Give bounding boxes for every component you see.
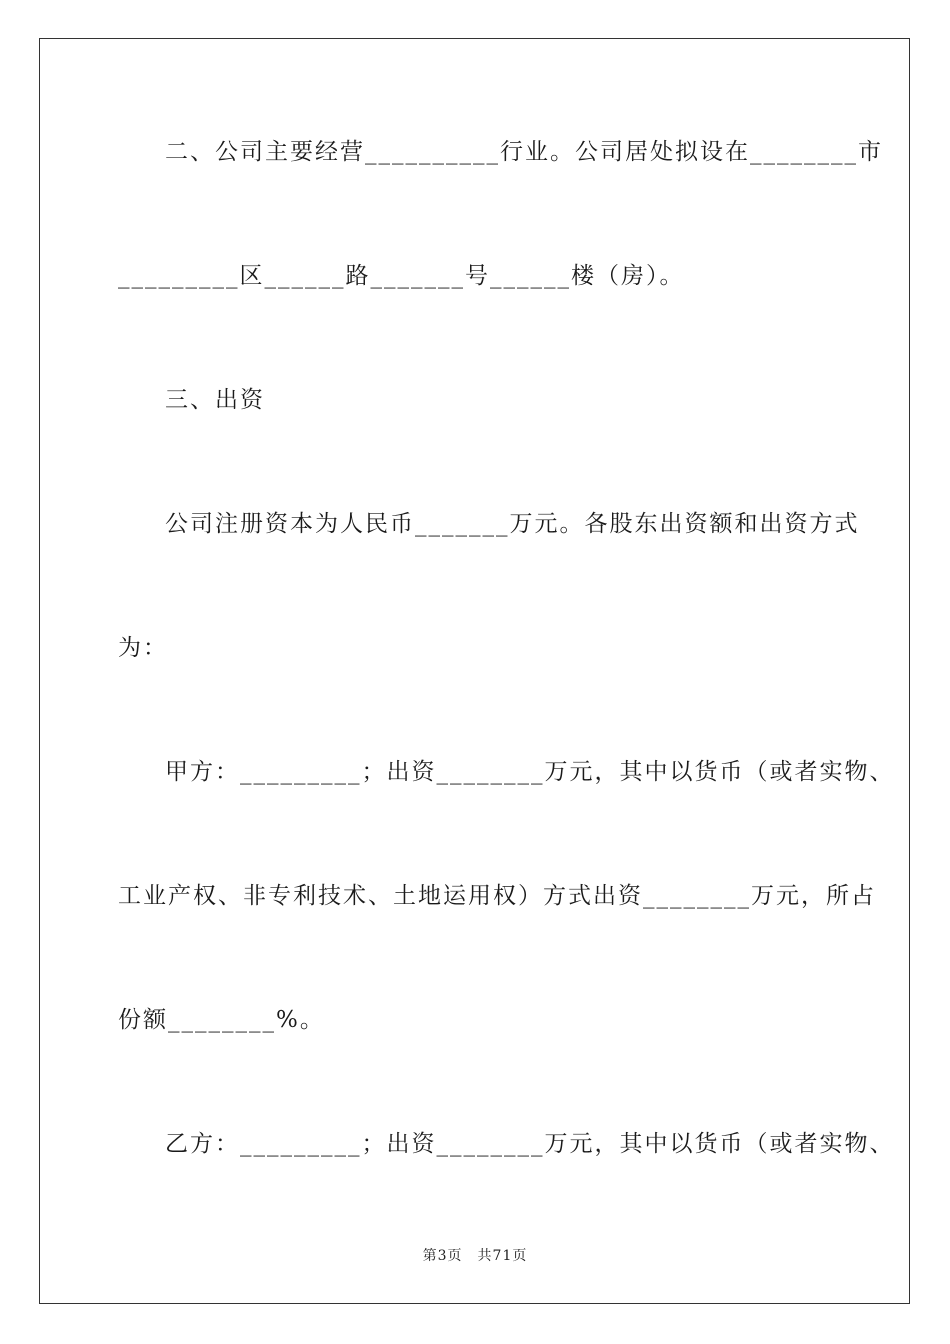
paragraph-party-b: 乙方：_________；出资________万元，其中以货币（或者实物、 [165, 1131, 895, 1157]
paragraph-party-a-cont: 工业产权、非专利技术、土地运用权）方式出资________万元，所占 [118, 883, 876, 909]
page-border [39, 38, 910, 1304]
paragraph-party-a-share: 份额________%。 [118, 1007, 325, 1033]
page-number-footer: 第3页 共71页 [422, 1248, 528, 1264]
paragraph-address: _________区______路_______号______楼（房）。 [118, 263, 685, 289]
paragraph-registered-capital-cont: 为： [118, 635, 168, 661]
paragraph-business-scope: 二、公司主要经营__________行业。公司居处拟设在________市 [165, 139, 883, 165]
section-heading-capital: 三、出资 [165, 387, 265, 413]
paragraph-registered-capital: 公司注册资本为人民币_______万元。各股东出资额和出资方式 [165, 511, 860, 537]
paragraph-party-a: 甲方：_________；出资________万元，其中以货币（或者实物、 [165, 759, 895, 785]
